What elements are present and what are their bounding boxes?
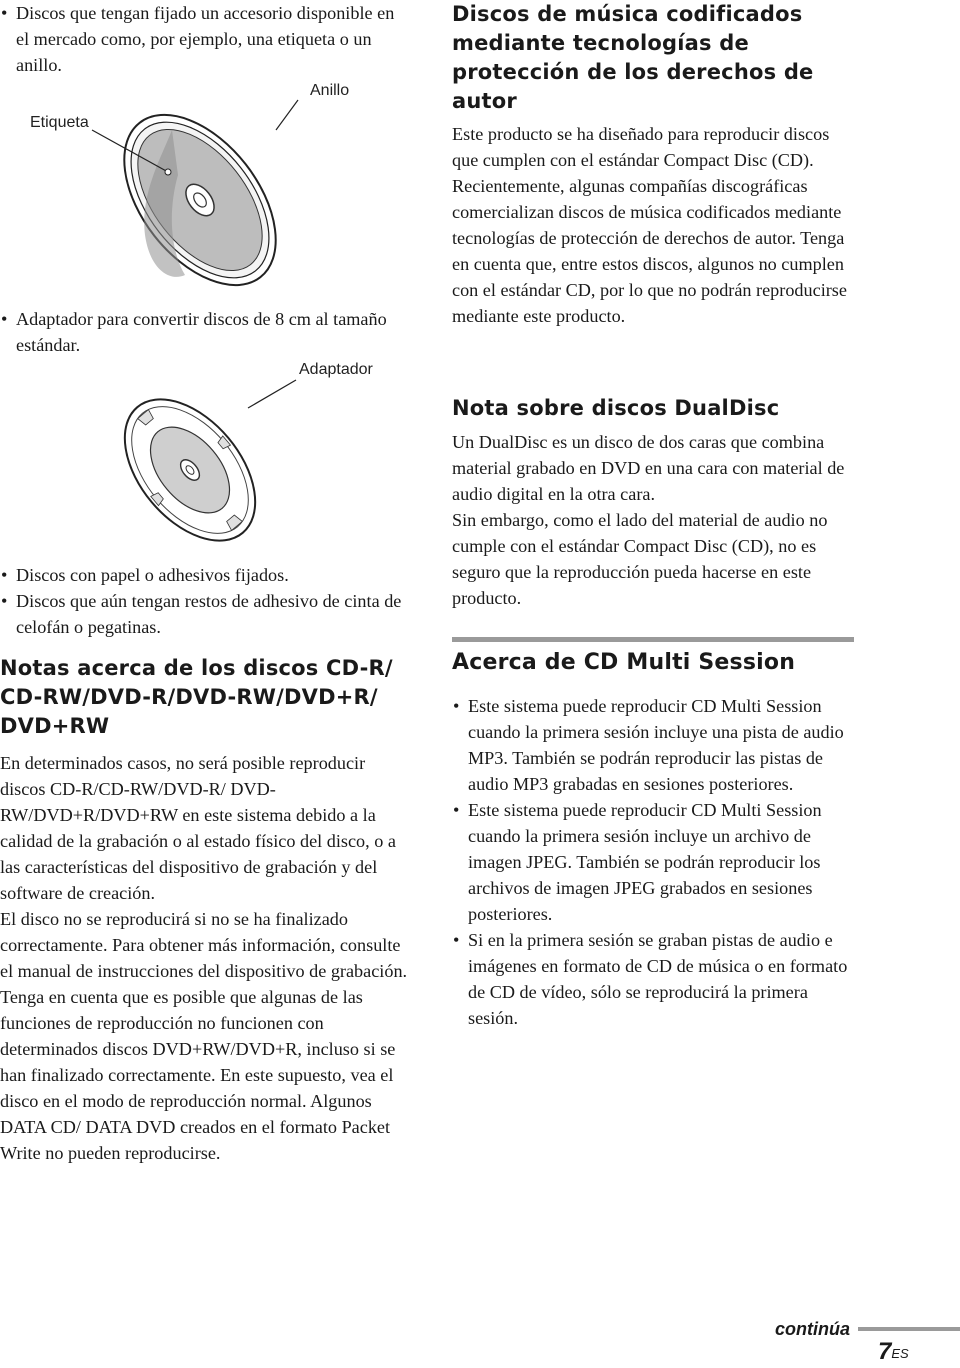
fig2-leader-line	[0, 0, 410, 560]
page-number-value: 7	[878, 1338, 892, 1365]
continua-rule	[858, 1327, 960, 1331]
notes-cdr-heading: Notas acerca de los discos CD-R/ CD-RW/DVD-R/DVD-RW/DVD+R/ DVD+RW	[0, 656, 393, 738]
label-adaptador: Adaptador	[299, 361, 373, 378]
list-item: • Discos con papel o adhesivos fijados.	[0, 562, 410, 588]
list-item: • Este sistema puede reproducir CD Multi Session cuando la primera sesión incluye un archivo de imagen JPEG. También se podrán reproducir los archivos de imagen JPEG grabados en sesiones posteriores.	[452, 797, 856, 927]
list-item: • Si en la primera sesión se graban pistas de audio e imágenes en formato de CD de música o en formato de CD de vídeo, sólo se reproducirá la primera sesión.	[452, 927, 856, 1031]
notes-paragraph: En determinados casos, no será posible reproducir discos CD-R/CD-RW/DVD-R/ DVD-RW/DVD+R/DVD+RW en este sistema debido a la calidad de la grabación o al estado físico del disco, o a las características del dispositivo de grabación y del software de creación.	[0, 753, 396, 903]
list-item: • Este sistema puede reproducir CD Multi Session cuando la primera sesión incluye una pista de audio MP3. También se podrán reproducir las pistas de audio MP3 grabadas en sesiones posteriores.	[452, 693, 856, 797]
list-item: • Adaptador para convertir discos de 8 cm al tamaño estándar.	[0, 306, 410, 358]
dualdisc-paragraph: Sin embargo, como el lado del material de audio no cumple con el estándar Compact Disc (CD), no es seguro que la reproducción pueda hacerse en este producto.	[452, 510, 828, 608]
list-item: • Discos que aún tengan restos de adhesivo de cinta de celofán o pegatinas.	[0, 588, 410, 640]
notes-paragraph: Tenga en cuenta que es posible que algunas de las funciones de reproducción no funcionen con determinados discos DVD+RW/DVD+R, incluso si se han finalizado correctamente. En este supuesto, vea el disco en el modo de reproducción normal. Algunos DATA CD/ DATA DVD creados en el formato Packet Write no pueden reproducirse.	[0, 987, 396, 1163]
copyright-paragraph: Este producto se ha diseñado para reproducir discos que cumplen con el estándar Compact Disc (CD).	[452, 124, 830, 170]
copyright-heading: Discos de música codificados mediante tecnologías de protección de los derechos de autor	[452, 2, 814, 113]
section-divider	[452, 637, 854, 642]
copyright-paragraph: Recientemente, algunas compañías discográficas comercializan discos de música codificados mediante tecnologías de protección de derechos de autor. Tenga en cuenta que, entre estos discos, algunos no cumplen con el estándar CD, por lo que no podrán reproducirse mediante este producto.	[452, 176, 847, 326]
continua-label: continúa	[775, 1319, 850, 1339]
dualdisc-heading: Nota sobre discos DualDisc	[452, 396, 780, 420]
list-item: • Discos que tengan fijado un accesorio disponible en el mercado como, por ejemplo, una etiqueta o un anillo.	[0, 0, 410, 78]
page-number	[878, 1338, 909, 1366]
notes-paragraph: El disco no se reproducirá si no se ha finalizado correctamente. Para obtener más información, consulte el manual de instrucciones del dispositivo de grabación.	[0, 909, 408, 981]
dualdisc-paragraph: Un DualDisc es un disco de dos caras que combina material grabado en DVD en una cara con material de audio digital en la otra cara.	[452, 432, 845, 504]
page-number-suffix: ES	[891, 1346, 909, 1361]
multisession-heading: Acerca de CD Multi Session	[452, 650, 796, 675]
label-anillo: Anillo	[310, 82, 350, 99]
label-etiqueta: Etiqueta	[30, 114, 89, 131]
